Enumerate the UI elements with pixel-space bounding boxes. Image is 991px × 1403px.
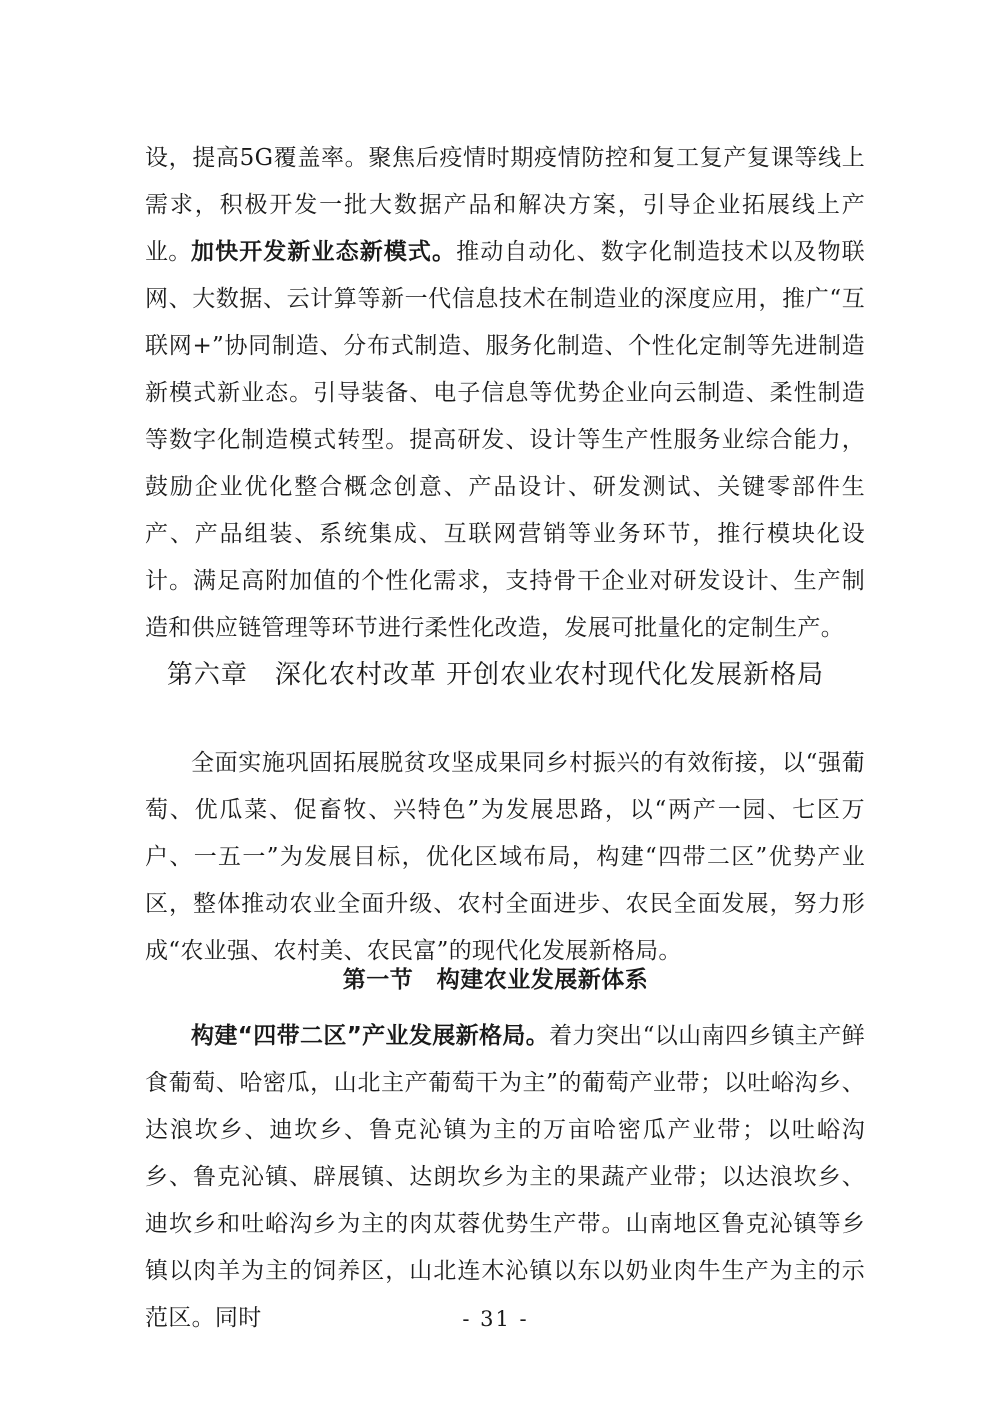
chapter-title: 第六章 深化农村改革 开创农业农村现代化发展新格局 xyxy=(166,660,825,690)
paragraph-lead-heading: 加快开发新业态新模式。 xyxy=(191,239,457,265)
paragraph-lead-heading: 构建“四带二区”产业发展新格局。 xyxy=(191,1023,550,1049)
paragraph-text: 推动自动化、数字化制造技术以及物联网、大数据、云计算等新一代信息技术在制造业的深度应用，推广“互联网+”协同制造、分布式制造、服务化制造、个性化定制等先进制造新模式新业态。引导装备、电子信息等优势企业向云制造、柔性制造等数字化制造模式转型。提高研发、设计等生产性服务业综合能力，鼓励企业优化整合概念创意、产品设计、研发测试、关键零部件生产、产品组装、系统集成、互联网营销等业务环节，推行模块化设计。满足高附加值的个性化需求，支持骨干企业对研发设计、生产制造和供应链管理等环节进行柔性化改造，发展可批量化的定制生产。 xyxy=(145,239,865,641)
paragraph-new-business-models xyxy=(145,229,865,652)
paragraph-text: 着力突出“以山南四乡镇主产鲜食葡萄、哈密瓜，山北主产葡萄干为主”的葡萄产业带；以吐峪沟乡、达浪坎乡、迪坎乡、鲁克沁镇为主的万亩哈密瓜产业带；以吐峪沟乡、鲁克沁镇、辟展镇、达朗坎乡为主的果蔬产业带；以达浪坎乡、迪坎乡和吐峪沟乡为主的肉苁蓉优势生产带。山南地区鲁克沁镇等乡镇以肉羊为主的饲养区，山北连木沁镇以东以奶业肉牛生产为主的示范区。同时 xyxy=(145,1023,865,1331)
paragraph-industry-layout xyxy=(145,1013,865,1342)
paragraph-text: 全面实施巩固拓展脱贫攻坚成果同乡村振兴的有效衔接，以“强葡萄、优瓜菜、促畜牧、兴特色”为发展思路，以“两产一园、七区万户、一五一”为发展目标，优化区域布局，构建“四带二区”优势产业区，整体推动农业全面升级、农村全面进步、农民全面发展，努力形成“农业强、农村美、农民富”的现代化发展新格局。 xyxy=(145,750,865,964)
paragraph-rural-revitalization xyxy=(145,740,865,975)
paragraph-text: 设，提高5G覆盖率。聚焦后疫情时期疫情防控和复工复产复课等线上需求，积极开发一批大数据产品和解决方案，引导企业拓展线上产业。 xyxy=(145,145,865,265)
page-number: - 31 - xyxy=(462,1307,529,1331)
section-title: 第一节 构建农业发展新体系 xyxy=(342,967,649,993)
